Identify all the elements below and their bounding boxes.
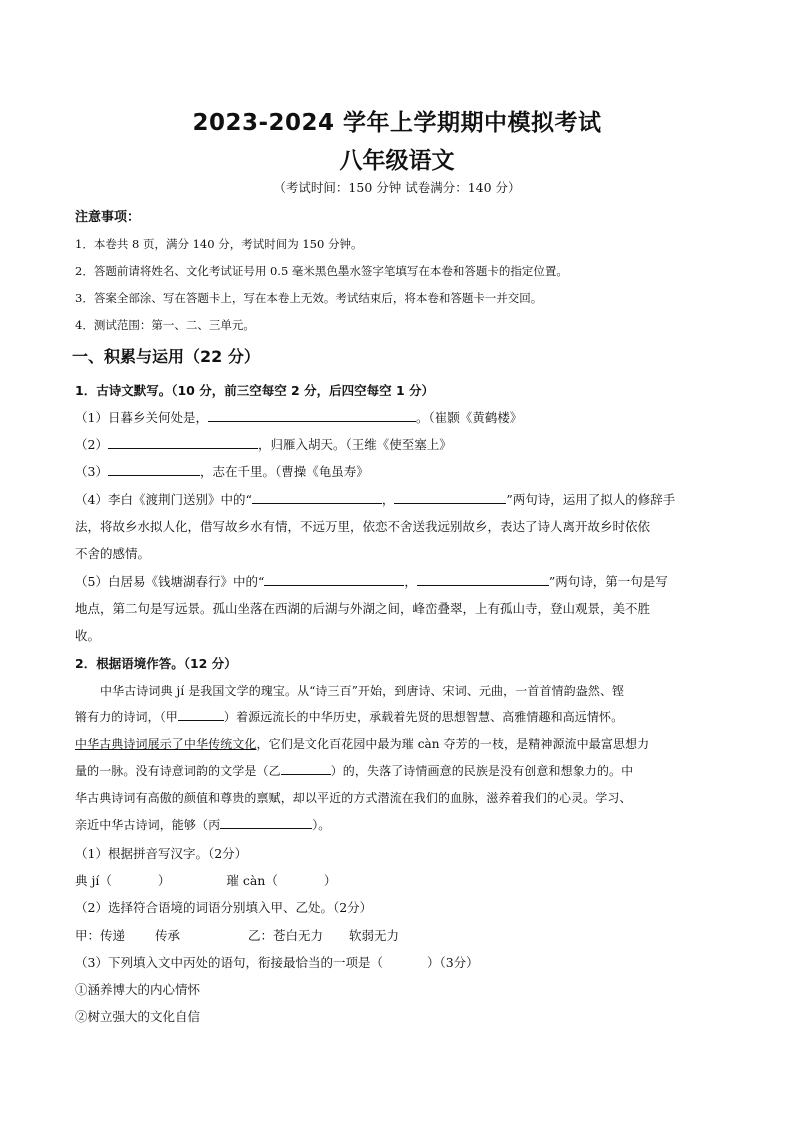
q2-stem: 2．根据语境作答。（12 分） bbox=[75, 656, 237, 671]
exam-info: （考试时间：150 分钟 试卷满分：140 分） bbox=[273, 180, 521, 195]
notice-item-1: 1．本卷共 8 页，满分 140 分，考试时间为 150 分钟。 bbox=[75, 237, 363, 251]
answer-blank[interactable] bbox=[108, 463, 200, 476]
q1-item-4-cont: 不舍的感情。 bbox=[75, 546, 151, 561]
section-heading: 一、积累与运用（22 分） bbox=[72, 347, 260, 366]
passage-line: 亲近中华古诗词，能够（丙 ）。 bbox=[75, 818, 331, 832]
exam-title: 2023-2024 学年上学期期中模拟考试 bbox=[192, 110, 602, 136]
q2-sub1-label: （1）根据拼音写汉字。（2分） bbox=[75, 846, 248, 861]
answer-blank-bing[interactable] bbox=[220, 816, 312, 829]
q2-sub3-option-2: ②树立强大的文化自信 bbox=[75, 1009, 201, 1024]
q2-sub2-label: （2）选择符合语境的词语分别填入甲、乙处。（2分） bbox=[75, 900, 373, 915]
passage-line: 中华古诗词典 jí 是我国文学的瑰宝。从“诗三百”开始，到唐诗、宋词、元曲，一首首情韵盎然、铿 bbox=[100, 684, 625, 698]
q2-sub2-options: 甲：传递 传承 乙：苍白无力 软弱无力 bbox=[75, 928, 400, 943]
answer-blank[interactable] bbox=[252, 491, 382, 504]
passage-line: 量的一脉。没有诗意词韵的文学是（乙 ）的，失落了诗情画意的民族是没有创意和想象力的。中 bbox=[75, 764, 634, 778]
q1-item-2: （2） ，归雁入胡天。（王维《使至塞上》 bbox=[75, 437, 452, 452]
answer-blank[interactable] bbox=[264, 573, 404, 586]
notice-heading: 注意事项： bbox=[75, 210, 141, 225]
notice-item-4: 4．测试范围：第一、二、三单元。 bbox=[75, 318, 255, 332]
answer-blank[interactable] bbox=[417, 573, 549, 586]
notice-item-3: 3．答案全部涂、写在答题卡上，写在本卷上无效。考试结束后，将本卷和答题卡一并交回。 bbox=[75, 291, 543, 305]
underlined-sentence: 中华古典诗词展示了中华传统文化 bbox=[75, 737, 257, 751]
passage-line: 华古典诗词有高傲的颜值和尊贵的禀赋，却以平近的方式潜流在我们的血脉，滋养着我们的心灵。学习、 bbox=[75, 791, 632, 805]
passage-line: 锵有力的诗词，（甲 ）着源远流长的中华历史，承载着先贤的思想智慧、高雅情趣和高远情怀。 bbox=[75, 710, 624, 724]
q1-item-4: （4）李白《渡荆门送别》中的“ ， ”两句诗，运用了拟人的修辞手 bbox=[75, 492, 676, 507]
answer-blank[interactable] bbox=[394, 491, 506, 504]
answer-blank-yi[interactable] bbox=[281, 762, 331, 775]
q1-item-5-cont: 收。 bbox=[75, 628, 101, 643]
q1-item-5-cont: 地点，第二句是写远景。孤山坐落在西湖的后湖与外湖之间，峰峦叠翠，上有孤山寺，登山观景，美不胜 bbox=[75, 601, 651, 616]
q1-item-5: （5）白居易《钱塘湖春行》中的“ ， ”两句诗，第一句是写 bbox=[75, 574, 668, 589]
q1-item-1: （1）日暮乡关何处是， 。（崔颢《黄鹤楼》 bbox=[75, 410, 523, 425]
answer-blank-jia[interactable] bbox=[178, 708, 224, 721]
q1-stem: 1．古诗文默写。（10 分，前三空每空 2 分，后四空每空 1 分） bbox=[75, 383, 434, 398]
q1-item-3: （3） ，志在千里。（曹操《龟虽寿》 bbox=[75, 464, 369, 479]
q1-item-4-cont: 法，将故乡水拟人化，借写故乡水有情，不远万里，依恋不舍送我远别故乡，表达了诗人离开故乡时依依 bbox=[75, 519, 651, 534]
notice-item-2: 2．答题前请将姓名、文化考试证号用 0.5 毫米黑色墨水签字笔填写在本卷和答题卡的指定位置。 bbox=[75, 264, 568, 278]
passage-line: 中华古典诗词展示了中华传统文化，它们是文化百花园中最为璀 càn 夺芳的一枝，是精神源流中最富思想力 bbox=[75, 737, 650, 751]
exam-subject: 八年级语文 bbox=[339, 148, 455, 174]
q2-sub3-label: （3）下列填入文中丙处的语句，衔接最恰当的一项是（ ）（3分） bbox=[75, 955, 479, 970]
answer-blank[interactable] bbox=[208, 409, 416, 422]
q2-sub3-option-1: ①涵养博大的内心情怀 bbox=[75, 982, 201, 997]
q2-sub1-answers: 典 jí（ ） 璀 càn（ ） bbox=[75, 873, 337, 888]
answer-blank[interactable] bbox=[108, 436, 258, 449]
